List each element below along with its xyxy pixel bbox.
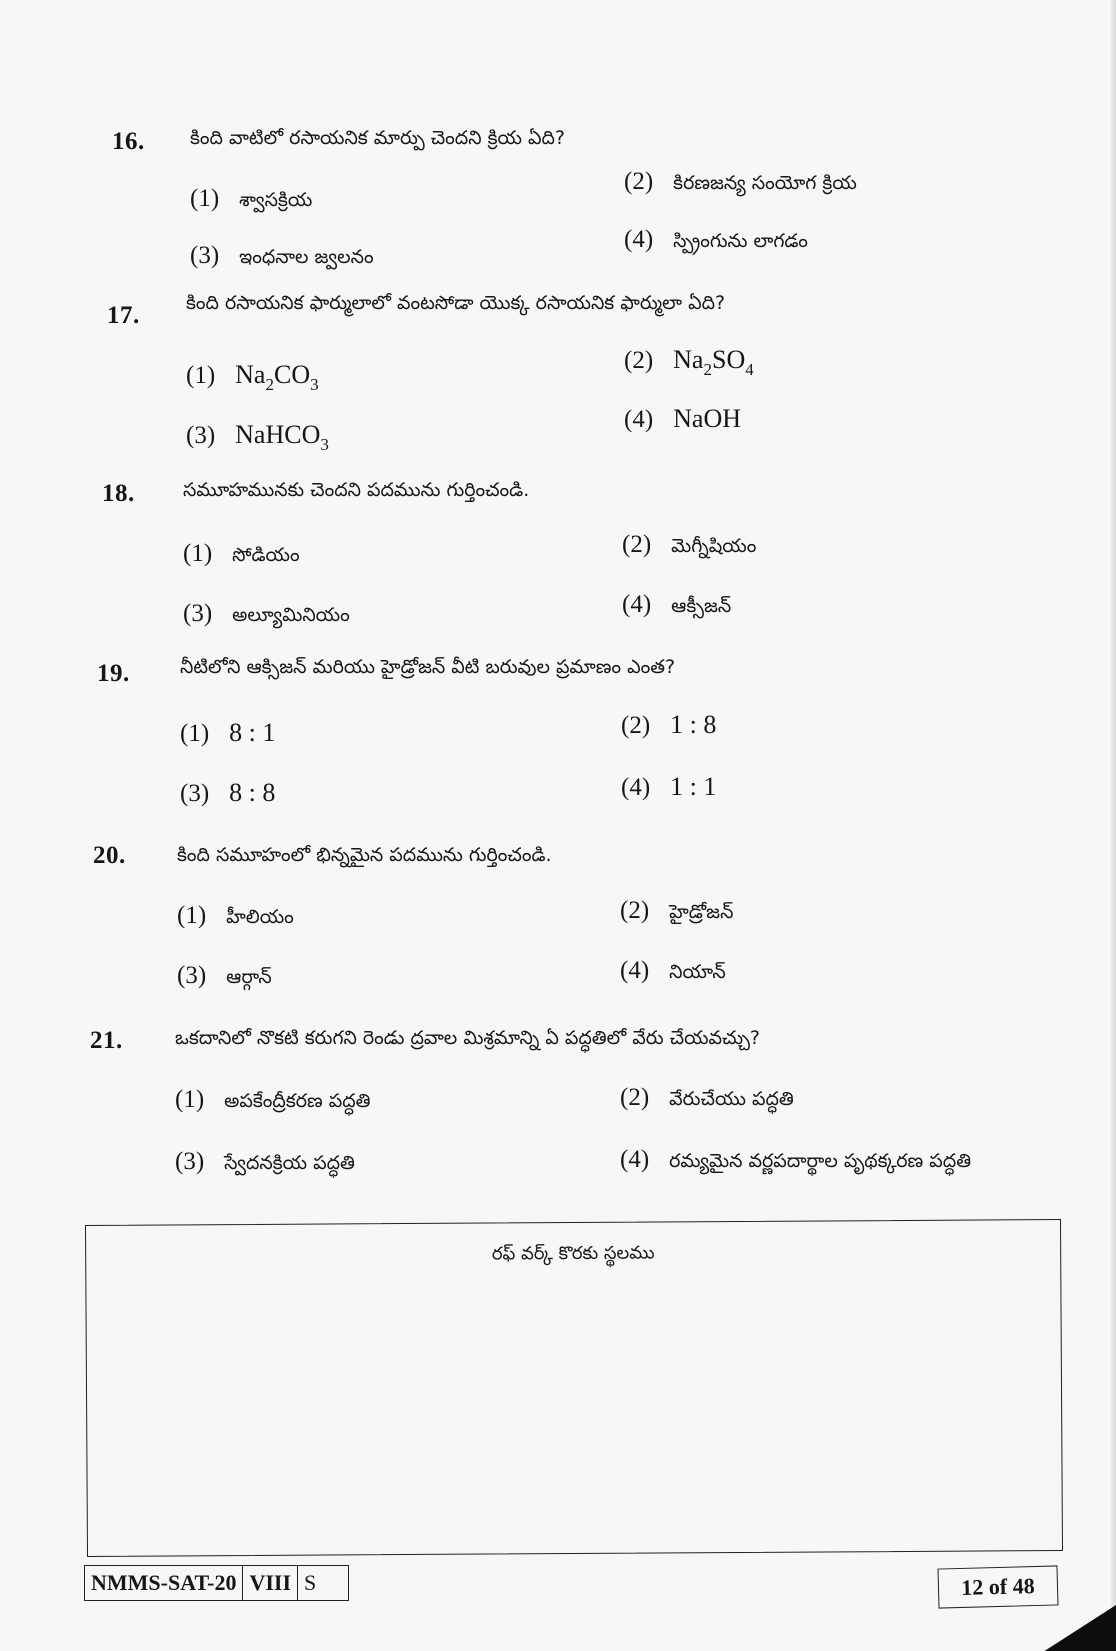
chemical-formula: NaOH — [673, 404, 742, 433]
option-label: (3) — [190, 242, 220, 269]
question-text: సమూహమునకు చెందని పదమును గుర్తించండి. — [183, 479, 530, 501]
option-text: వేరుచేయు పద్ధతి — [669, 1088, 794, 1110]
option-1 — [186, 360, 319, 394]
option-3 — [186, 420, 329, 454]
option-2 — [620, 1084, 794, 1115]
exam-code-box — [84, 1565, 349, 1601]
option-label: (1) — [177, 902, 207, 929]
option-text: స్ప్రింగును లాగడం — [673, 230, 808, 252]
question-number: 19. — [97, 660, 130, 687]
option-4 — [620, 957, 726, 988]
option-label: (4) — [624, 226, 654, 253]
option-label: (3) — [180, 780, 210, 807]
option-3 — [177, 962, 272, 993]
question-number: 18. — [102, 480, 135, 507]
chemical-formula: $Na_2SO_4$ — [673, 345, 754, 379]
option-3 — [183, 600, 350, 631]
option-text: ఆర్గాన్ — [226, 966, 272, 988]
option-label: (4) — [620, 1146, 650, 1173]
rough-work-title: రఫ్ వర్క్ కొరకు స్థలము — [491, 1242, 655, 1265]
option-label: (4) — [622, 591, 652, 618]
option-text: హైడ్రోజన్ — [669, 901, 734, 923]
option-label: (2) — [622, 531, 652, 558]
exam-code: NMMS-SAT-20 — [91, 1570, 237, 1595]
option-label: (1) — [183, 540, 213, 567]
option-label: (3) — [183, 600, 213, 627]
option-label: (2) — [621, 712, 651, 739]
option-label: (3) — [175, 1148, 205, 1175]
scan-edge-shadow — [1109, 0, 1116, 1651]
question-text: కింది వాటిలో రసాయనిక మార్పు చెందని క్రియ ఏది? — [190, 127, 565, 149]
scan-corner-shadow — [1006, 1605, 1116, 1651]
option-4 — [622, 591, 731, 622]
option-text: 1 : 1 — [670, 772, 717, 801]
option-label: (4) — [621, 774, 651, 801]
option-text: అల్యూమినియం — [232, 604, 350, 626]
chemical-formula: $Na_2CO_3$ — [235, 360, 319, 394]
option-label: (2) — [624, 347, 654, 374]
option-2 — [620, 897, 733, 928]
option-text: సోడియం — [232, 544, 300, 566]
option-text: అపకేంద్రీకరణ పద్ధతి — [224, 1090, 371, 1112]
option-3 — [190, 242, 374, 273]
option-label: (1) — [180, 720, 210, 747]
option-2 — [624, 168, 857, 199]
question-text: నీటిలోని ఆక్సిజన్ మరియు హైడ్రోజన్ వీటి బరువుల ప్రమాణం ఎంత? — [180, 656, 676, 678]
option-label: (2) — [620, 897, 650, 924]
option-label: (1) — [190, 185, 220, 212]
question-text: కింది రసాయనిక ఫార్ములాలో వంటసోడా యొక్క రసాయనిక ఫార్ములా ఏది? — [186, 292, 726, 314]
option-1 — [177, 902, 294, 933]
option-text: 8 : 1 — [229, 718, 276, 747]
option-2 — [621, 710, 716, 740]
option-text: రమ్యమైన వర్ణపదార్థాల పృథక్కరణ పద్ధతి — [669, 1150, 972, 1172]
option-1 — [183, 540, 300, 571]
option-text: కిరణజన్య సంయోగ క్రియ — [673, 172, 857, 194]
question-text: ఒకదానిలో నొకటి కరుగని రెండు ద్రవాల మిశ్రమాన్ని ఏ పద్ధతిలో వేరు చేయవచ్చు? — [175, 1027, 761, 1049]
page-number: 12 of 48 — [937, 1565, 1058, 1608]
option-2 — [624, 345, 754, 379]
option-text: 8 : 8 — [229, 778, 276, 807]
option-1 — [180, 718, 275, 748]
exam-set: S — [297, 1566, 348, 1600]
option-2 — [622, 531, 756, 562]
option-4 — [624, 404, 741, 434]
question-number: 17. — [107, 302, 140, 329]
option-3 — [180, 778, 275, 808]
option-label: (1) — [175, 1086, 205, 1113]
option-text: ఇంధనాల జ్వలనం — [239, 246, 374, 268]
option-4 — [624, 226, 808, 257]
option-label: (3) — [186, 422, 216, 449]
chemical-formula: NaHCO$_3$ — [235, 420, 329, 454]
question-number: 20. — [93, 842, 126, 869]
option-text: హీలియం — [226, 906, 294, 928]
option-text: శ్వాసక్రియ — [239, 189, 313, 211]
rough-work-box — [85, 1219, 1063, 1557]
exam-class: VIII — [242, 1566, 297, 1600]
option-1 — [190, 185, 312, 216]
option-label: (3) — [177, 962, 207, 989]
option-label: (4) — [620, 957, 650, 984]
question-text: కింది సమూహంలో భిన్నమైన పదమును గుర్తించండి. — [177, 844, 552, 866]
option-1 — [175, 1086, 371, 1117]
option-label: (2) — [624, 168, 654, 195]
option-3 — [175, 1148, 355, 1179]
option-label: (1) — [186, 362, 216, 389]
option-text: 1 : 8 — [670, 710, 717, 739]
question-number: 21. — [90, 1027, 123, 1054]
option-4 — [620, 1146, 971, 1177]
option-label: (2) — [620, 1084, 650, 1111]
option-text: నియాన్ — [669, 961, 726, 983]
option-text: మెగ్నీషియం — [671, 535, 757, 557]
option-label: (4) — [624, 406, 654, 433]
option-text: స్వేదనక్రియ పద్ధతి — [224, 1152, 355, 1174]
question-number: 16. — [112, 128, 145, 155]
option-text: ఆక్సీజన్ — [671, 595, 732, 617]
option-4 — [621, 772, 716, 802]
